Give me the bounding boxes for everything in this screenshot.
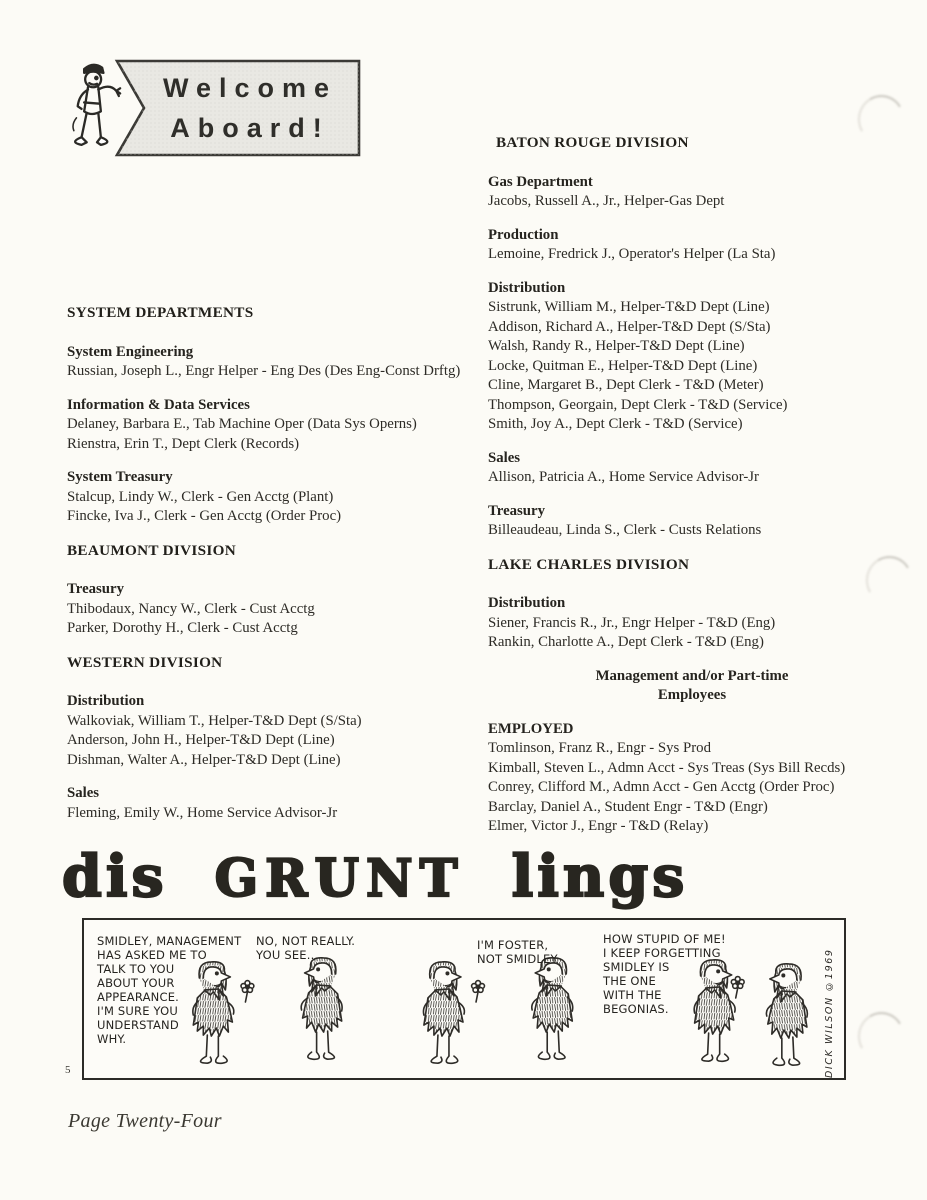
roster-entry: Lemoine, Fredrick J., Operator's Helper (La Sta) — [488, 246, 776, 262]
group-title: Production — [488, 226, 559, 243]
group-title: Information & Data Services — [67, 396, 250, 413]
roster-right-column — [488, 133, 896, 851]
welcome-banner — [58, 56, 368, 168]
group-title: EMPLOYED — [488, 720, 574, 737]
comic-strip-panel — [82, 918, 846, 1080]
headline-word: lings — [511, 843, 689, 910]
roster-entry: Sistrunk, William M., Helper-T&D Dept (Line) — [488, 299, 770, 315]
roster-left-column — [67, 303, 465, 837]
roster-entry: Kimball, Steven L., Admn Acct - Sys Treas (Sys Bill Recds) — [488, 759, 846, 776]
roster-entry: Delaney, Barbara E., Tab Machine Oper (Data Sys Operns) — [67, 416, 417, 432]
roster-entry: Barclay, Daniel A., Student Engr - T&D (Engr) — [488, 798, 768, 815]
roster-entry: Billeaudeau, Linda S., Clerk - Custs Relations — [488, 522, 762, 538]
roster-entry: Dishman, Walter A., Helper-T&D Dept (Line) — [67, 751, 341, 768]
banner-line2: Aboard! — [170, 113, 330, 143]
artist-signature: DICK WILSON ©1969 — [824, 948, 835, 1078]
roster-group — [488, 279, 896, 435]
group-title: Treasury — [488, 502, 545, 519]
group-title: Distribution — [67, 693, 145, 709]
division-heading: SYSTEM DEPARTMENTS — [67, 304, 254, 321]
strip-number: 5 — [65, 1064, 71, 1076]
group-title: Sales — [488, 449, 521, 466]
roster-entry: Walsh, Randy R., Helper-T&D Dept (Line) — [488, 338, 745, 354]
roster-entry: Parker, Dorothy H., Clerk - Cust Acctg — [67, 620, 298, 636]
management-header — [488, 667, 896, 706]
group-title: System Engineering — [67, 343, 194, 360]
division-heading: BEAUMONT DIVISION — [67, 541, 236, 559]
roster-entry: Locke, Quitman E., Helper-T&D Dept (Line) — [488, 357, 758, 374]
speech-text: NO, NOT REALLY. YOU SEE... — [256, 934, 356, 962]
roster-group — [67, 468, 465, 527]
roster-group — [488, 226, 896, 265]
roster-entry: Rankin, Charlotte A., Dept Clerk - T&D (Eng) — [488, 634, 764, 650]
roster-group — [67, 784, 465, 823]
group-title: Treasury — [67, 581, 124, 597]
roster-group — [67, 396, 465, 455]
speech-text: HOW STUPID OF ME! I KEEP FORGETTING SMIDLEY IS THE ONE WITH THE BEGONIAS. — [603, 932, 726, 1016]
banner-text — [150, 68, 350, 148]
roster-entry: Elmer, Victor J., Engr - T&D (Relay) — [488, 818, 709, 834]
roster-group — [67, 343, 465, 382]
roster-entry: Smith, Joy A., Dept Clerk - T&D (Service) — [488, 416, 743, 432]
roster-group — [67, 692, 465, 770]
roster-entry: Jacobs, Russell A., Jr., Helper-Gas Dept — [488, 193, 725, 209]
roster-entry: Thompson, Georgain, Dept Clerk - T&D (Service) — [488, 396, 788, 413]
page-number-label: Page Twenty-Four — [68, 1110, 222, 1132]
group-title: Distribution — [488, 595, 566, 611]
speech-text: SMIDLEY, MANAGEMENT HAS ASKED ME TO TALK TO YOU ABOUT YOUR APPEARANCE. I'M SURE YOU UNDERSTAND WHY. — [97, 934, 242, 1046]
hole-punch-mark — [853, 1007, 909, 1065]
roster-group — [488, 449, 896, 488]
headline-word: dis — [62, 843, 168, 910]
headline-word: GRUNT — [214, 849, 465, 909]
roster-entry: Walkoviak, William T., Helper-T&D Dept (S/Sta) — [67, 712, 362, 729]
roster-entry: Siener, Francis R., Jr., Engr Helper - T&D (Eng) — [488, 614, 776, 631]
management-header-line2: Employees — [657, 687, 727, 703]
group-title: System Treasury — [67, 469, 173, 485]
division-heading: BATON ROUGE DIVISION — [496, 134, 689, 151]
comic-headline — [62, 843, 688, 910]
roster-entry: Conrey, Clifford M., Admn Acct - Gen Acctg (Order Proc) — [488, 779, 835, 795]
roster-entry: Fleming, Emily W., Home Service Advisor-Jr — [67, 804, 338, 821]
roster-entry: Allison, Patricia A., Home Service Advisor-Jr — [488, 469, 759, 485]
roster-entry: Cline, Margaret B., Dept Clerk - T&D (Meter) — [488, 377, 764, 393]
management-header-line1: Management and/or Part-time — [595, 667, 789, 684]
group-title: Sales — [67, 785, 100, 801]
roster-group — [488, 502, 896, 541]
roster-entry: Addison, Richard A., Helper-T&D Dept (S/Sta) — [488, 318, 771, 335]
roster-group — [488, 173, 896, 212]
roster-group — [488, 720, 896, 837]
roster-group — [488, 594, 896, 653]
banner-line1: Welcome — [162, 73, 338, 103]
roster-entry: Stalcup, Lindy W., Clerk - Gen Acctg (Plant) — [67, 488, 334, 505]
roster-entry: Thibodaux, Nancy W., Clerk - Cust Acctg — [67, 600, 315, 617]
roster-group — [67, 580, 465, 639]
division-heading: LAKE CHARLES DIVISION — [488, 555, 690, 573]
roster-entry: Fincke, Iva J., Clerk - Gen Acctg (Order Proc) — [67, 508, 342, 524]
division-heading: WESTERN DIVISION — [67, 653, 223, 671]
speech-text: I'M FOSTER, NOT SMIDLEY. — [477, 938, 560, 966]
roster-entry: Rienstra, Erin T., Dept Clerk (Records) — [67, 435, 300, 452]
roster-entry: Anderson, John H., Helper-T&D Dept (Line) — [67, 732, 335, 748]
roster-entry: Tomlinson, Franz R., Engr - Sys Prod — [488, 740, 711, 756]
group-title: Gas Department — [488, 173, 593, 190]
group-title: Distribution — [488, 279, 566, 296]
roster-entry: Russian, Joseph L., Engr Helper - Eng Des (Des Eng-Const Drftg) — [67, 363, 461, 379]
